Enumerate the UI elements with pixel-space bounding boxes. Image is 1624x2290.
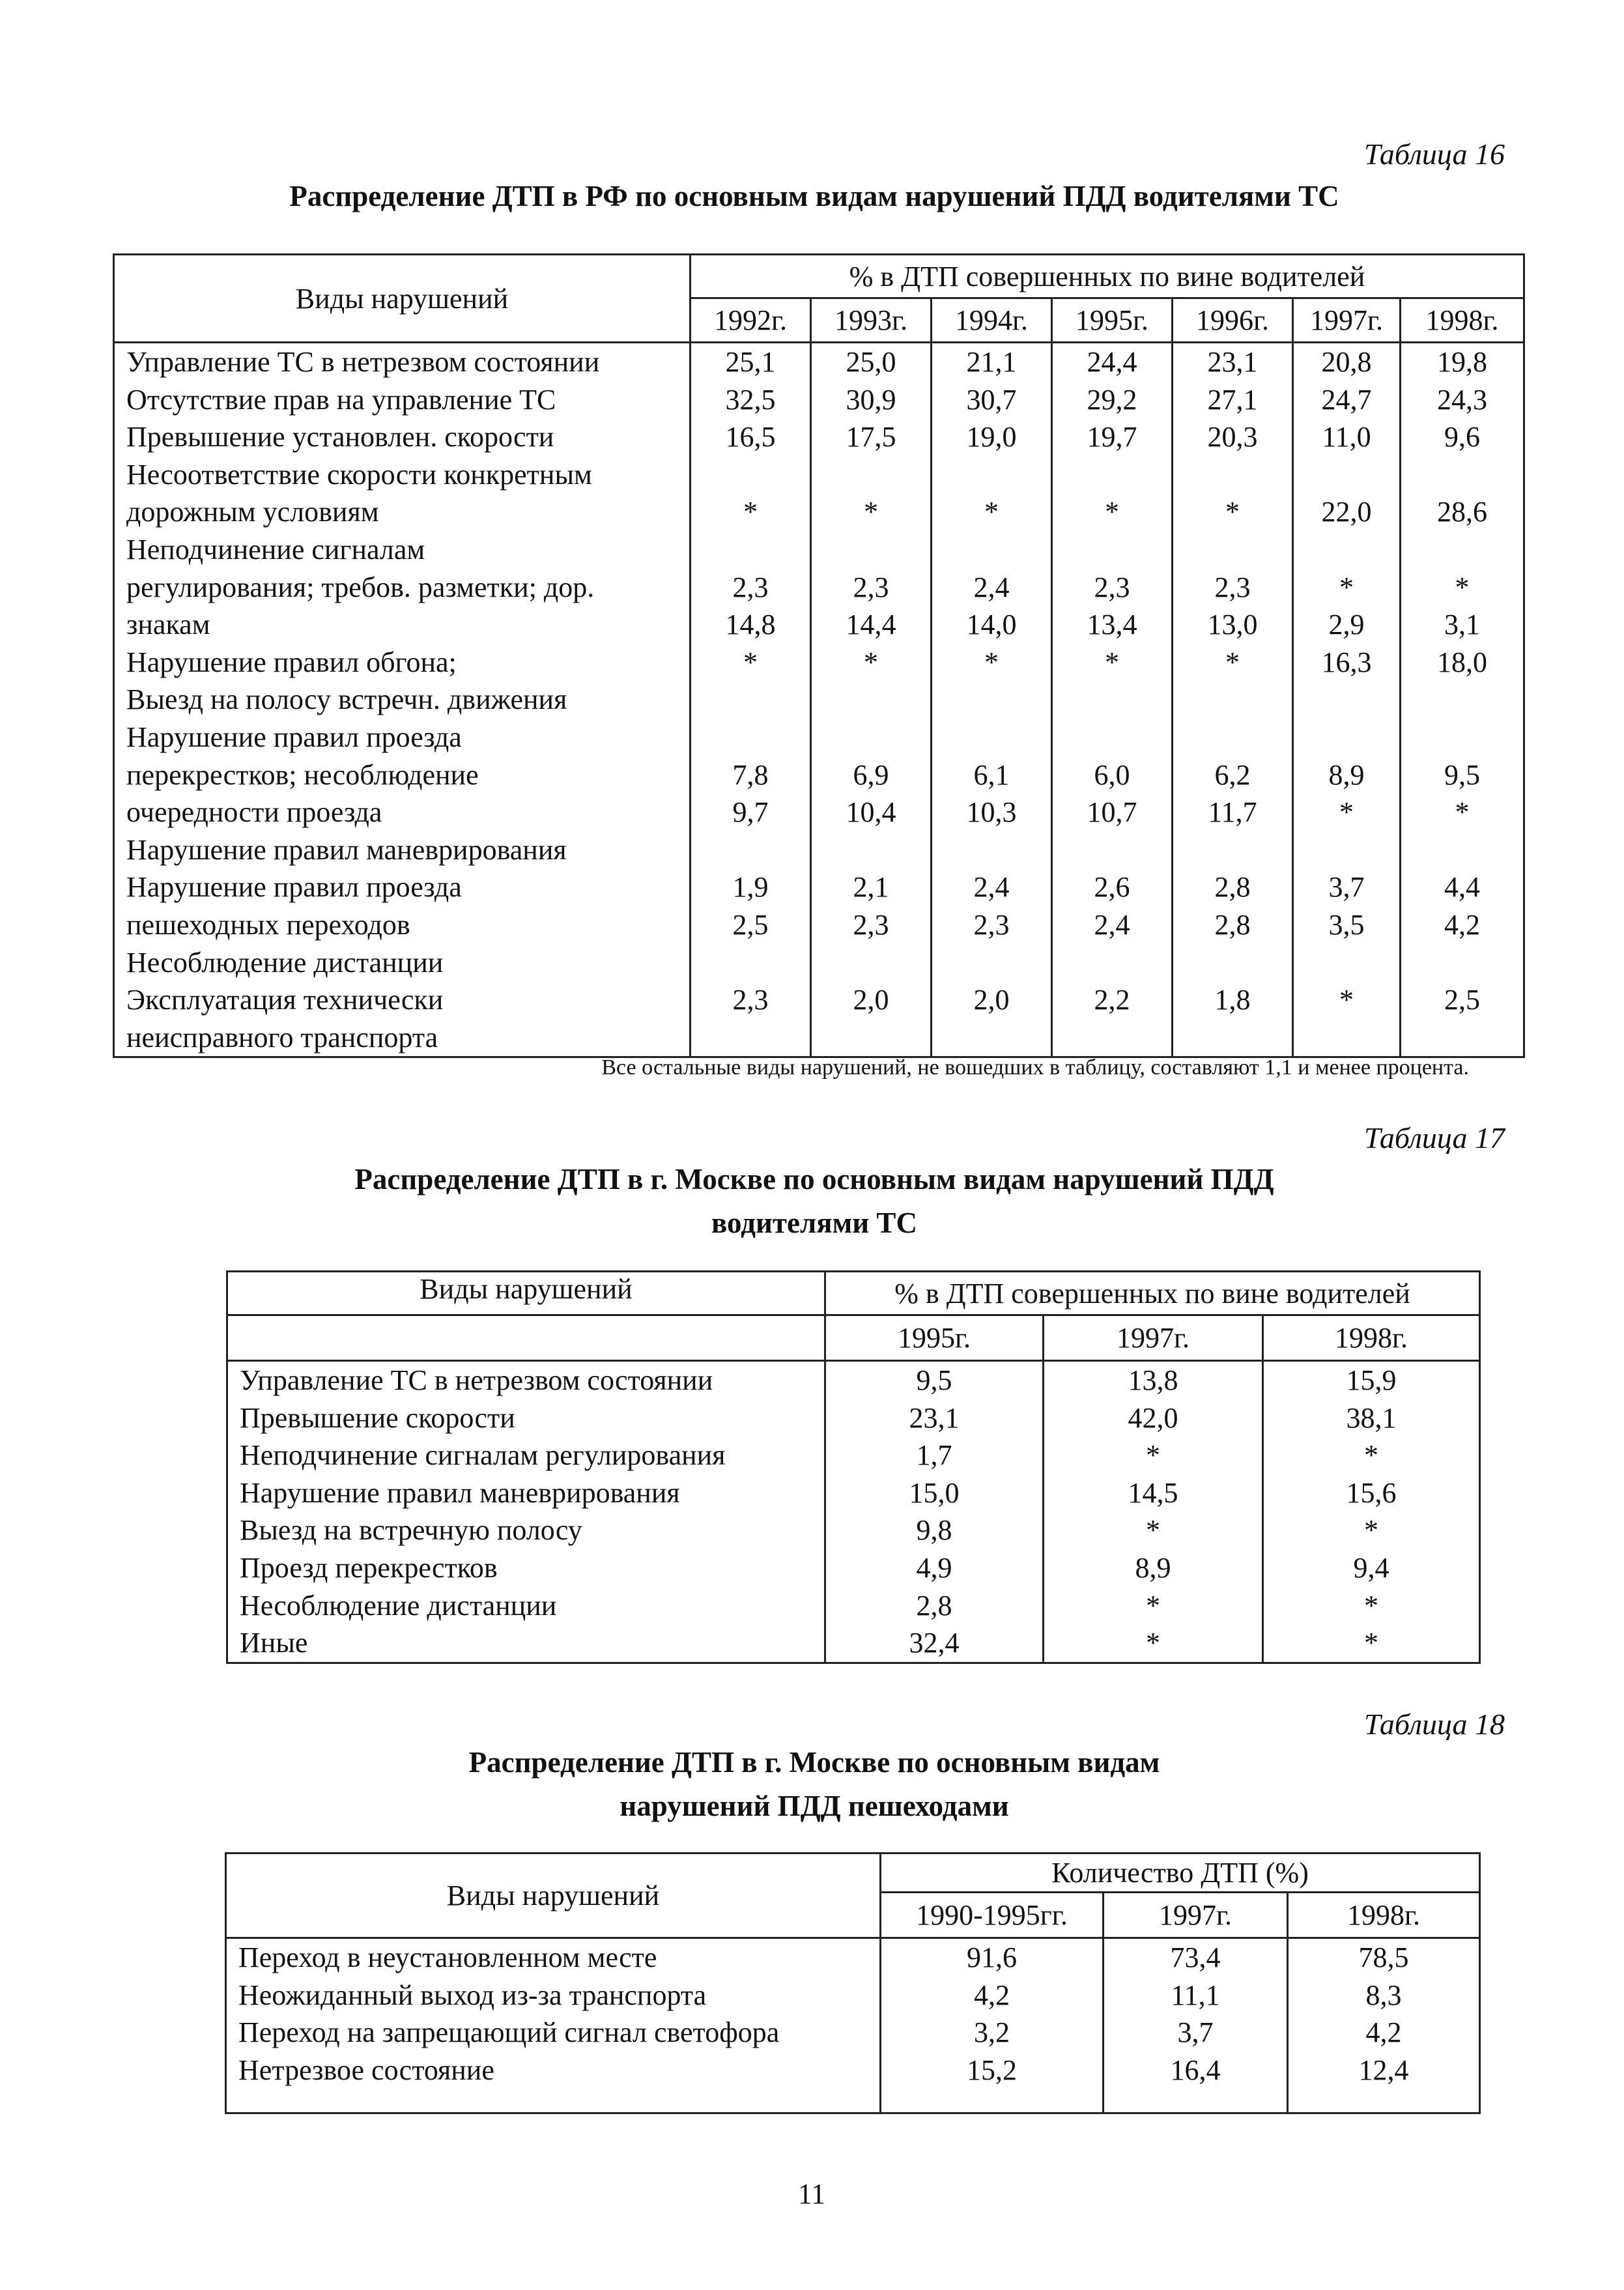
row-label: дорожным условиям	[126, 496, 379, 528]
t18-labels-cell	[226, 1938, 881, 2113]
value-cell: 2,6	[1094, 871, 1130, 904]
t18-year-header: 1990-1995гг.	[881, 1893, 1104, 1938]
value-cell: 3,1	[1444, 608, 1480, 641]
value-cell	[1053, 456, 1171, 494]
value-cell: 15,6	[1346, 1476, 1397, 1509]
t17-year-header: 1998г.	[1263, 1315, 1480, 1361]
t16-labels-cell	[114, 343, 691, 1057]
table-18-caption: Таблица 18	[1363, 1708, 1505, 1741]
value-cell: 29,2	[1087, 383, 1137, 416]
table-18-title	[98, 1741, 1531, 1828]
value-cell: 25,1	[725, 346, 776, 378]
value-cell	[1173, 531, 1292, 569]
value-cell: 13,4	[1087, 608, 1137, 641]
value-cell: 24,3	[1437, 383, 1487, 416]
value-cell: *	[1455, 571, 1470, 603]
value-cell	[691, 944, 810, 982]
value-cell	[932, 1019, 1051, 1057]
t16-col-1996	[1173, 343, 1293, 1057]
row-label: Превышение скорости	[240, 1401, 515, 1434]
t17-col-1995	[825, 1361, 1044, 1663]
row-label: Эксплуатация технически	[126, 984, 444, 1016]
value-cell	[1173, 681, 1292, 719]
t17-year-header: 1997г.	[1044, 1315, 1263, 1361]
value-cell: 3,2	[974, 2016, 1010, 2049]
value-cell: 2,3	[732, 571, 769, 603]
row-label: регулирования; требов. разметки; дор.	[126, 571, 595, 603]
value-cell: 18,0	[1437, 646, 1487, 678]
value-cell	[812, 831, 930, 869]
value-cell: 13,8	[1128, 1364, 1178, 1396]
value-cell: 19,8	[1437, 346, 1487, 378]
value-cell: 27,1	[1207, 383, 1258, 416]
table-17-caption: Таблица 17	[1363, 1121, 1505, 1154]
table-17-title-line2: водителями ТС	[711, 1207, 917, 1239]
value-cell	[1053, 944, 1171, 982]
value-cell: 3,7	[1177, 2016, 1214, 2049]
t16-year-header: 1994г.	[932, 298, 1052, 343]
value-cell: 19,0	[966, 421, 1017, 453]
row-label: Выезд на встречную полосу	[240, 1514, 582, 1547]
value-cell: 9,8	[916, 1514, 952, 1547]
value-cell: 1,9	[732, 871, 769, 904]
value-cell	[932, 944, 1051, 982]
value-cell: 9,6	[1444, 421, 1480, 453]
value-cell	[812, 531, 930, 569]
row-label: Проезд перекрестков	[240, 1551, 498, 1584]
value-cell: 16,4	[1170, 2054, 1221, 2086]
value-cell: *	[1225, 646, 1240, 678]
row-label: Нарушение правил проезда	[126, 721, 462, 753]
value-cell: 2,1	[853, 871, 889, 904]
row-label: Нетрезвое состояние	[238, 2054, 494, 2086]
row-label: Несоблюдение дистанции	[126, 946, 444, 979]
value-cell: 2,4	[1094, 908, 1130, 941]
table-18-title-line2: нарушений ПДД пешеходами	[620, 1790, 1009, 1822]
value-cell: 28,6	[1437, 496, 1487, 528]
value-cell: 8,9	[1135, 1551, 1171, 1584]
value-cell	[1173, 719, 1292, 756]
t17-header-types: Виды нарушений	[227, 1272, 825, 1315]
value-cell	[812, 944, 930, 982]
value-cell: 20,3	[1207, 421, 1258, 453]
value-cell: 17,5	[846, 421, 896, 453]
value-cell: *	[1339, 796, 1354, 829]
t17-year-header: 1995г.	[825, 1315, 1044, 1361]
value-cell: *	[864, 496, 878, 528]
value-cell: 4,2	[974, 1979, 1010, 2011]
table-16	[113, 253, 1525, 1058]
value-cell	[1401, 681, 1523, 719]
value-cell: 14,0	[966, 608, 1017, 641]
value-cell: 14,4	[846, 608, 896, 641]
value-cell	[1173, 944, 1292, 982]
value-cell	[1294, 831, 1399, 869]
value-cell: 2,3	[1094, 571, 1130, 603]
value-cell	[1053, 719, 1171, 756]
value-cell: 9,7	[732, 796, 769, 829]
t16-col-1995	[1052, 343, 1173, 1057]
value-cell	[1294, 456, 1399, 494]
value-cell: 20,8	[1321, 346, 1372, 378]
row-label: Несоблюдение дистанции	[240, 1589, 557, 1622]
t18-year-header: 1998г.	[1288, 1893, 1480, 1938]
value-cell	[932, 681, 1051, 719]
value-cell	[932, 531, 1051, 569]
value-cell: 11,1	[1171, 1979, 1220, 2011]
value-cell: 2,3	[732, 984, 769, 1016]
value-cell: 15,2	[967, 2054, 1017, 2086]
table-17-title	[98, 1158, 1531, 1245]
value-cell: 4,4	[1444, 871, 1480, 904]
t16-col-1993	[811, 343, 932, 1057]
value-cell: 2,3	[1214, 571, 1251, 603]
value-cell: 2,3	[853, 571, 889, 603]
value-cell: 11,7	[1208, 796, 1257, 829]
value-cell: *	[984, 646, 999, 678]
t18-col-1998	[1288, 1938, 1480, 2113]
row-label: Нарушение правил обгона;	[126, 646, 457, 678]
value-cell: 6,0	[1094, 758, 1130, 791]
value-cell: 2,8	[1214, 908, 1251, 941]
value-cell: *	[1225, 496, 1240, 528]
value-cell: 91,6	[967, 1941, 1017, 1973]
page-number: 11	[797, 2178, 826, 2210]
row-label: Нарушение правил проезда	[126, 871, 462, 904]
value-cell: 23,1	[909, 1401, 960, 1434]
table-18-title-line1: Распределение ДТП в г. Москве по основным видам	[468, 1746, 1160, 1779]
value-cell	[1294, 1019, 1399, 1057]
row-label: знакам	[126, 608, 210, 641]
table-17-title-line1: Распределение ДТП в г. Москве по основным видам нарушений ПДД	[354, 1163, 1274, 1195]
value-cell: 11,0	[1322, 421, 1371, 453]
value-cell	[691, 719, 810, 756]
row-label: неисправного транспорта	[126, 1021, 438, 1053]
value-cell: 30,9	[846, 383, 896, 416]
t16-col-1997	[1293, 343, 1401, 1057]
value-cell	[1401, 1019, 1523, 1057]
value-cell	[1053, 831, 1171, 869]
t16-year-header: 1992г.	[691, 298, 811, 343]
value-cell: 2,8	[916, 1589, 952, 1622]
t16-year-header: 1993г.	[811, 298, 932, 343]
value-cell: *	[1146, 1627, 1160, 1659]
value-cell: 2,2	[1094, 984, 1130, 1016]
value-cell: 14,5	[1128, 1476, 1178, 1509]
t18-year-header: 1997г.	[1104, 1893, 1288, 1938]
t16-year-header: 1997г.	[1293, 298, 1401, 343]
value-cell	[1401, 831, 1523, 869]
value-cell: *	[984, 496, 999, 528]
value-cell	[1401, 531, 1523, 569]
row-label: Неподчинение сигналам регулирования	[240, 1439, 726, 1472]
row-label: Нарушение правил маневрирования	[126, 833, 567, 866]
row-label: пешеходных переходов	[126, 908, 410, 941]
t16-col-1992	[691, 343, 811, 1057]
row-label: Управление ТС в нетрезвом состоянии	[240, 1364, 713, 1396]
value-cell	[932, 719, 1051, 756]
value-cell: *	[1339, 984, 1354, 1016]
value-cell: 2,3	[973, 908, 1010, 941]
value-cell	[1053, 531, 1171, 569]
value-cell: 2,4	[973, 871, 1010, 904]
value-cell: 1,7	[916, 1439, 952, 1472]
value-cell: 4,9	[916, 1551, 952, 1584]
row-label: Несоответствие скорости конкретным	[126, 458, 592, 491]
value-cell: 13,0	[1207, 608, 1258, 641]
table-17	[226, 1270, 1481, 1664]
value-cell: 10,3	[966, 796, 1017, 829]
value-cell: 15,9	[1346, 1364, 1397, 1396]
row-label: Нарушение правил маневрирования	[240, 1476, 680, 1509]
value-cell	[691, 1019, 810, 1057]
value-cell	[812, 681, 930, 719]
value-cell: 10,7	[1087, 796, 1137, 829]
value-cell: 8,9	[1328, 758, 1365, 791]
t16-header-types: Виды нарушений	[114, 255, 691, 343]
value-cell: 1,8	[1214, 984, 1251, 1016]
value-cell: 38,1	[1346, 1401, 1397, 1434]
value-cell: 9,5	[1444, 758, 1480, 791]
value-cell: 12,4	[1358, 2054, 1409, 2086]
table-18	[225, 1852, 1481, 2114]
value-cell: *	[1455, 796, 1470, 829]
value-cell: 16,5	[725, 421, 776, 453]
value-cell: *	[1364, 1589, 1378, 1622]
value-cell	[812, 719, 930, 756]
value-cell	[1173, 1019, 1292, 1057]
t18-header-group: Количество ДТП (%)	[881, 1853, 1480, 1893]
value-cell: 21,1	[966, 346, 1017, 378]
value-cell: 22,0	[1321, 496, 1372, 528]
row-label: Неожиданный выход из-за транспорта	[238, 1979, 707, 2011]
value-cell: 73,4	[1170, 1941, 1221, 1973]
value-cell: 4,2	[1444, 908, 1480, 941]
value-cell: 7,8	[732, 758, 769, 791]
row-label: Выезд на полосу встречн. движения	[126, 683, 567, 716]
value-cell: 6,1	[973, 758, 1010, 791]
value-cell: 16,3	[1321, 646, 1372, 678]
value-cell	[812, 456, 930, 494]
value-cell	[1294, 719, 1399, 756]
t17-header-group: % в ДТП совершенных по вине водителей	[825, 1272, 1480, 1315]
value-cell: 25,0	[846, 346, 896, 378]
t16-year-header: 1995г.	[1052, 298, 1173, 343]
t16-year-header: 1998г.	[1401, 298, 1524, 343]
value-cell: *	[1364, 1514, 1378, 1547]
table-16-caption: Таблица 16	[1363, 137, 1505, 171]
row-label: Превышение установлен. скорости	[126, 421, 554, 453]
t18-header-types: Виды нарушений	[226, 1853, 881, 1938]
value-cell	[1173, 831, 1292, 869]
value-cell: 2,0	[973, 984, 1010, 1016]
row-label: Управление ТС в нетрезвом состоянии	[126, 346, 600, 378]
t16-col-1998	[1401, 343, 1524, 1057]
value-cell	[1401, 944, 1523, 982]
row-label: очередности проезда	[126, 796, 382, 829]
value-cell: 6,2	[1214, 758, 1251, 791]
value-cell: 32,5	[725, 383, 776, 416]
value-cell: 2,4	[973, 571, 1010, 603]
value-cell: 2,3	[853, 908, 889, 941]
value-cell	[1401, 719, 1523, 756]
value-cell	[1294, 944, 1399, 982]
t17-col-1998	[1263, 1361, 1480, 1663]
value-cell	[1401, 456, 1523, 494]
value-cell: *	[1364, 1627, 1378, 1659]
value-cell: 19,7	[1087, 421, 1137, 453]
value-cell	[932, 456, 1051, 494]
value-cell: *	[1339, 571, 1354, 603]
value-cell: 2,5	[1444, 984, 1480, 1016]
value-cell: 9,5	[916, 1364, 952, 1396]
t17-col-1997	[1044, 1361, 1263, 1663]
t17-header-spacer	[227, 1315, 825, 1361]
value-cell	[932, 831, 1051, 869]
value-cell	[1053, 681, 1171, 719]
t16-header-group: % в ДТП совершенных по вине водителей	[691, 255, 1524, 298]
value-cell	[691, 831, 810, 869]
value-cell	[1173, 456, 1292, 494]
value-cell	[1294, 531, 1399, 569]
value-cell: 9,4	[1353, 1551, 1389, 1584]
value-cell: 15,0	[909, 1476, 960, 1509]
value-cell: 10,4	[846, 796, 896, 829]
value-cell	[812, 1019, 930, 1057]
value-cell: *	[1146, 1439, 1160, 1472]
value-cell: 23,1	[1207, 346, 1258, 378]
value-cell: 3,7	[1328, 871, 1365, 904]
value-cell: 78,5	[1358, 1941, 1409, 1973]
table-16-note: Все остальные виды нарушений, не вошедших в таблицу, составляют 1,1 и менее процента.	[601, 1055, 1469, 1080]
t17-labels-cell	[227, 1361, 825, 1663]
t16-year-header: 1996г.	[1173, 298, 1293, 343]
row-label: Переход на запрещающий сигнал светофора	[238, 2016, 780, 2049]
value-cell: *	[1105, 646, 1119, 678]
value-cell	[691, 456, 810, 494]
t16-col-1994	[932, 343, 1052, 1057]
row-label: перекрестков; несоблюдение	[126, 758, 479, 791]
row-label: Переход в неустановленном месте	[238, 1941, 657, 1973]
row-label: Отсутствие прав на управление ТС	[126, 383, 556, 416]
value-cell: 2,5	[732, 908, 769, 941]
value-cell: 30,7	[966, 383, 1017, 416]
value-cell	[1053, 1019, 1171, 1057]
t18-col-1990-1995	[881, 1938, 1104, 2113]
table-16-title: Распределение ДТП в РФ по основным видам нарушений ПДД водителями ТС	[289, 180, 1339, 212]
value-cell: 2,9	[1328, 608, 1365, 641]
value-cell: 24,7	[1321, 383, 1372, 416]
value-cell: *	[1146, 1514, 1160, 1547]
value-cell: *	[864, 646, 878, 678]
value-cell: 2,8	[1214, 871, 1251, 904]
value-cell: 2,0	[853, 984, 889, 1016]
t18-col-1997	[1104, 1938, 1288, 2113]
value-cell: *	[743, 496, 758, 528]
value-cell: 6,9	[853, 758, 889, 791]
value-cell: 14,8	[725, 608, 776, 641]
value-cell: 8,3	[1365, 1979, 1402, 2011]
value-cell: 24,4	[1087, 346, 1137, 378]
value-cell: *	[743, 646, 758, 678]
row-label: Иные	[240, 1627, 308, 1659]
value-cell	[691, 531, 810, 569]
value-cell: *	[1364, 1439, 1378, 1472]
value-cell: *	[1146, 1589, 1160, 1622]
value-cell: 42,0	[1128, 1401, 1178, 1434]
value-cell: 3,5	[1328, 908, 1365, 941]
value-cell	[1294, 681, 1399, 719]
value-cell: *	[1105, 496, 1119, 528]
value-cell: 32,4	[909, 1627, 960, 1659]
value-cell	[691, 681, 810, 719]
row-label: Неподчинение сигналам	[126, 533, 425, 565]
value-cell: 4,2	[1365, 2016, 1402, 2049]
